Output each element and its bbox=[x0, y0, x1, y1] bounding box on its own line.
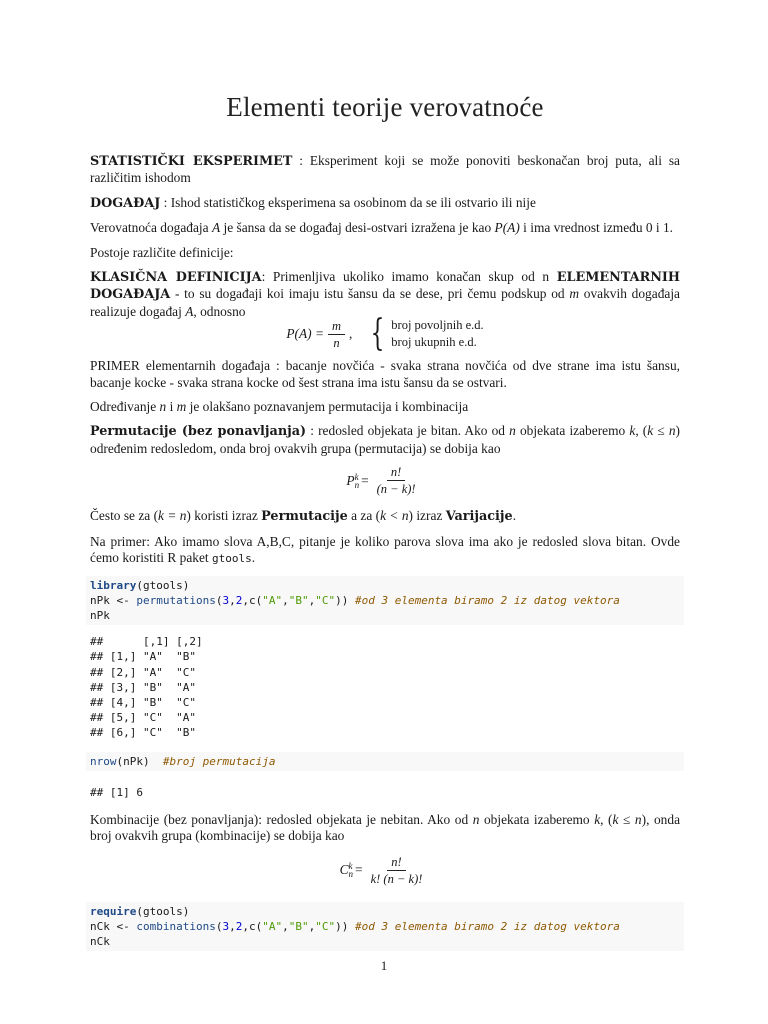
equation-combinations: C k n = $\frac{n!}{k! (n - k)!}$ bbox=[90, 855, 680, 886]
fraction: $\frac{n!}{k! (n - k)!}$ bbox=[370, 854, 423, 886]
page-number: 1 bbox=[380, 958, 388, 973]
paragraph-determination: Određivanje n i m je olakšano poznavanjem permutacija i kombinacija bbox=[90, 399, 469, 415]
output-nrow: ## [1] 6 bbox=[90, 785, 143, 799]
equation-classical: P(A) = $\frac{m}{n}$ , { broj povoljnih e.d. broj ukupnih e.d. bbox=[286, 313, 484, 355]
document-title: Elementi teorije verovatnoće bbox=[226, 92, 544, 122]
brace-symbol: { bbox=[370, 313, 385, 355]
term: STATISTIČKI EKSPERIMET bbox=[90, 154, 293, 169]
paragraph-terms: Često se za (k = n) koristi izraz Permutacije a za (k < n) izraz Varijacije. bbox=[90, 508, 517, 525]
document-page bbox=[90, 92, 680, 960]
definition-classical: KLASIČNA DEFINICIJA: Primenljiva ukoliko imamo konačan skup od n ELEMENTARNIH DOGAĐAJA - to su događaji koi imaju istu šansu da se dese, pri čemu podskup od m ovakvih događaja realizuje događaj A, odnosno bbox=[90, 269, 680, 319]
code-block-permutations: library(gtools) nPk <- permutations(3,2,c("A","B","C")) #od 3 elementa biramo 2 iz datog vektora nPk bbox=[86, 576, 684, 626]
paragraph-probability: Verovatnoća događaja A je šansa da se događaj desi-ostvari izražena je kao P(A) i ima vrednost između 0 i 1. bbox=[90, 220, 674, 236]
definition-permutations: Permutacije (bez ponavljanja) : redosled objekata je bitan. Ako od n objekata izaberemo k, (k ≤ n) određenim redosledom, onda broj ovakvih grupa (permutacija) se dobija kao bbox=[90, 423, 680, 456]
definition-experiment: STATISTIČKI EKSPERIMET : Eksperiment koji se može ponoviti beskonačan broj puta, ali sa različitim ishodom bbox=[90, 153, 680, 186]
fraction: $\frac{m}{n}$ bbox=[328, 319, 345, 350]
term: DOGAĐAJ bbox=[90, 195, 161, 211]
paragraph-example: PRIMER elementarnih događaja : bacanje novčića - svaka strana novčića od dve strane ima istu šansu, bacanje kocke - svaka strana kocke od šest strana ima istu šansu da se ostvari. bbox=[90, 358, 680, 390]
cases: broj povoljnih e.d. broj ukupnih e.d. bbox=[391, 318, 484, 350]
output-permutations: ## [,1] [,2] ## [1,] "A" "B" ## [2,] "A" "C" ## [3,] "B" "A" ## [4,] "B" "C" ## [5,] "C" "A" ## [6,] "C" "B" bbox=[90, 635, 203, 740]
definition-event: DOGAĐAJ : Ishod statističkog eksperimena sa osobinom da se ili ostvario ili nije bbox=[90, 194, 536, 211]
code-block-nrow: nrow(nPk) #broj permutacija bbox=[86, 752, 684, 771]
fraction: $\frac{n!}{(n - k)!}$ bbox=[376, 465, 416, 497]
paragraph-definitions: Postoje različite definicije: bbox=[90, 244, 234, 260]
paragraph-example-letters: Na primer: Ako imamo slova A,B,C, pitanje je koliko parova slova ima ako je redosled slova bitan. Ovde ćemo koristiti R paket gtools. bbox=[90, 533, 680, 566]
definition-combinations: Kombinacije (bez ponavljanja): redosled objekata je nebitan. Ako od n objekata izaberemo k, (k ≤ n), onda broj ovakvih grupa (kombinacije) se dobija kao bbox=[90, 811, 681, 844]
code-block-combinations: require(gtools) nCk <- combinations(3,2,c("A","B","C")) #od 3 elementa biramo 2 iz datog vektora nCk bbox=[86, 902, 684, 952]
equation-permutations: P k n = $\frac{n!}{(n - k)!}$ bbox=[90, 465, 680, 496]
